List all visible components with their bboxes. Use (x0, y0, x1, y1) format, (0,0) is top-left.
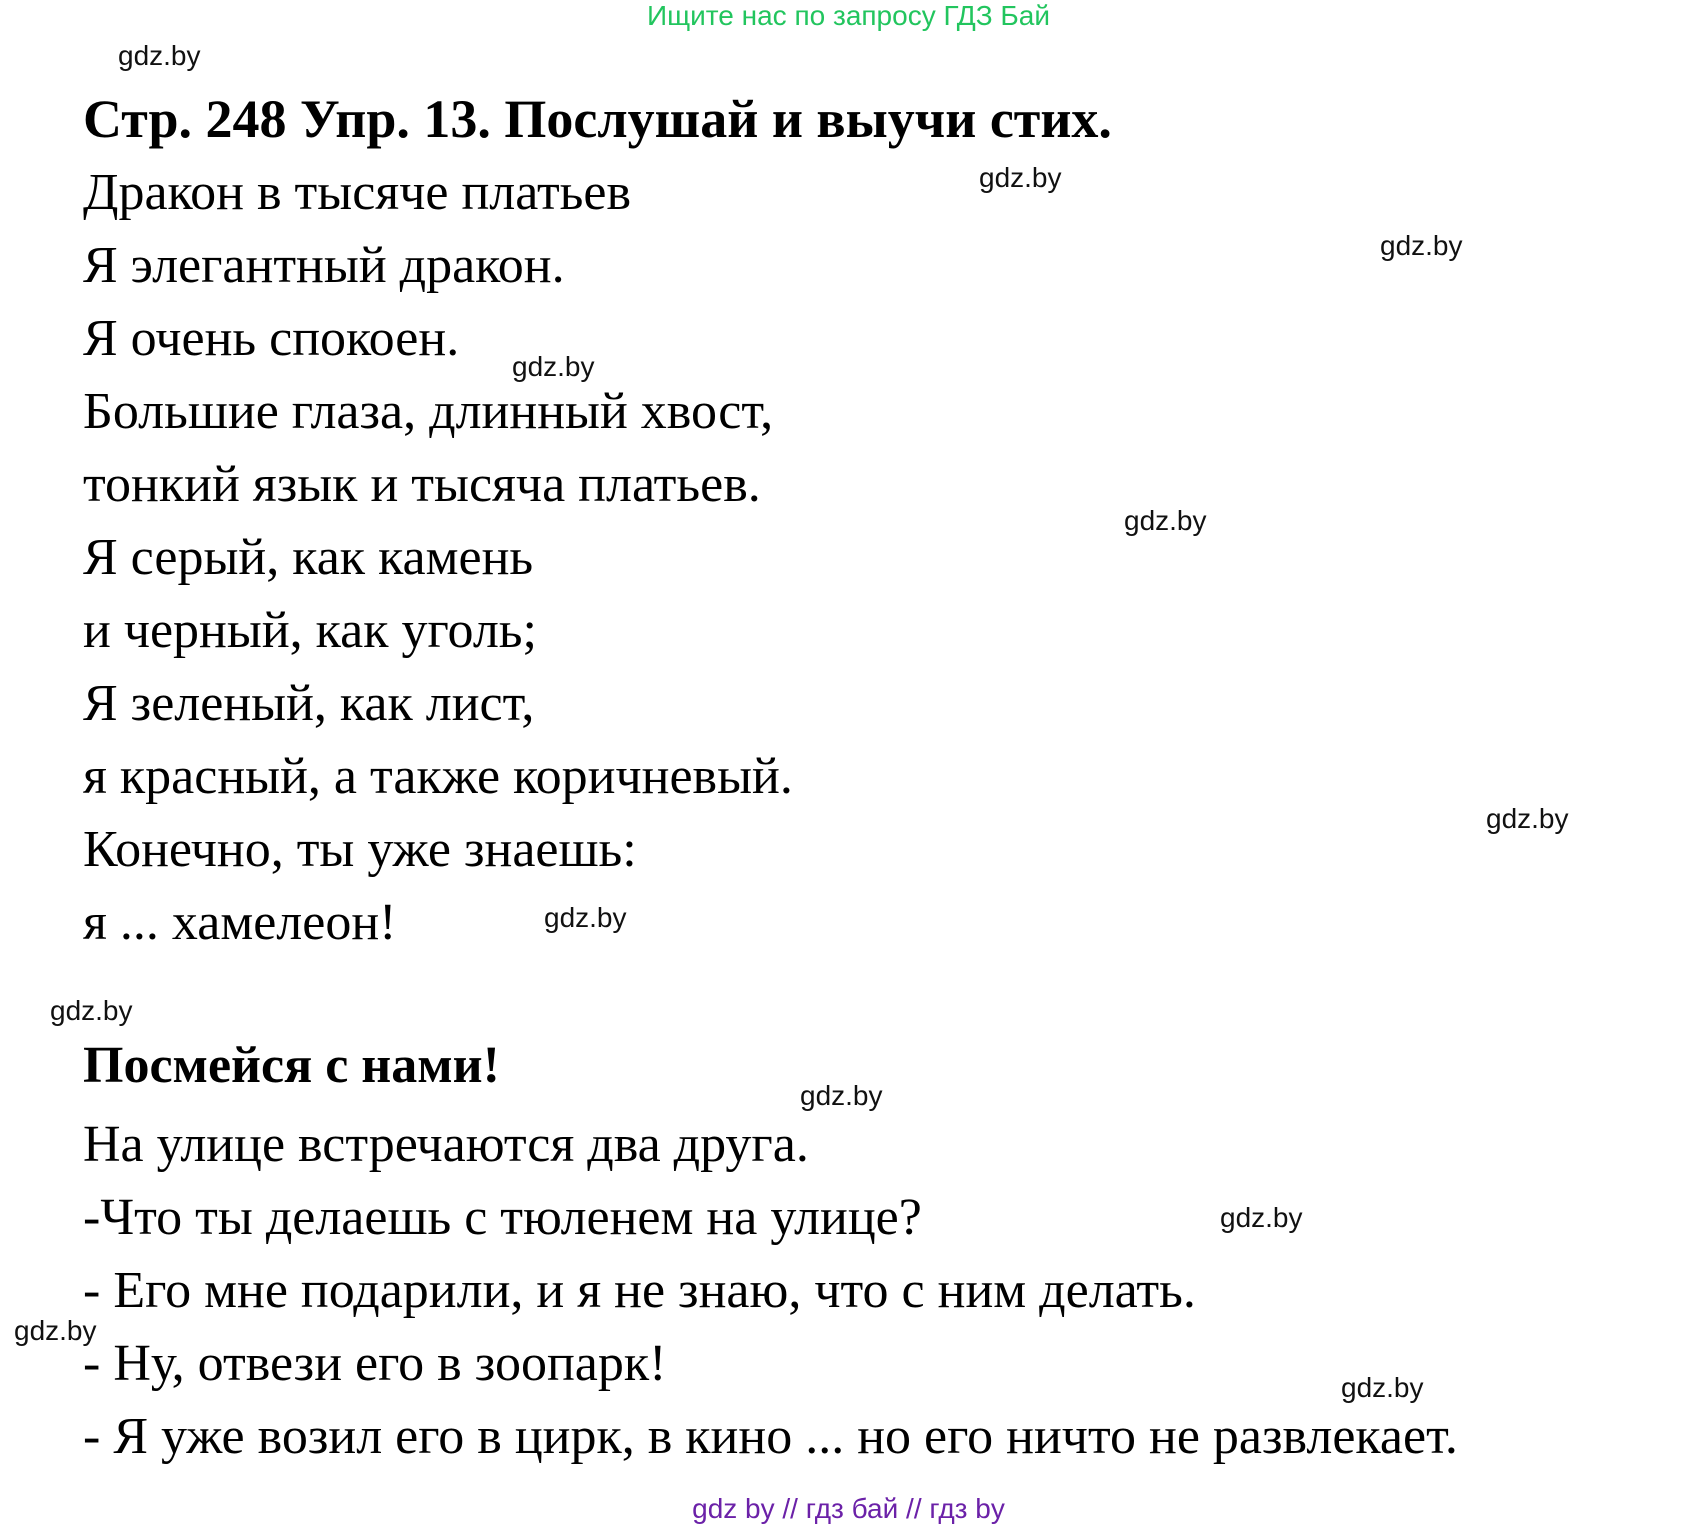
watermark: gdz.by (800, 1080, 883, 1111)
watermark: gdz.by (544, 902, 627, 933)
watermark: gdz.by (118, 40, 201, 71)
watermark: gdz.by (1341, 1372, 1424, 1403)
exercise-title: Стр. 248 Упр. 13. Послушай и выучи стих. (83, 89, 1112, 149)
watermark: gdz.by (50, 995, 133, 1026)
watermark: gdz.by (979, 162, 1062, 193)
poem-line: Я зеленый, как лист, (83, 675, 535, 732)
joke-line: На улице встречаются два друга. (83, 1116, 809, 1173)
joke-line: - Я уже возил его в цирк, в кино ... но его ничто не развлекает. (83, 1408, 1458, 1465)
joke-line: -Что ты делаешь с тюленем на улице? (83, 1189, 922, 1246)
watermark: gdz.by (1380, 230, 1463, 261)
poem-line: я ... хамелеон! (83, 894, 397, 951)
joke-line: - Его мне подарили, и я не знаю, что с ним делать. (83, 1262, 1196, 1319)
poem-line: Большие глаза, длинный хвост, (83, 383, 774, 440)
watermark: gdz.by (1124, 505, 1207, 536)
poem-line: Я элегантный дракон. (83, 237, 565, 294)
joke-text (83, 1108, 1458, 1473)
poem-line: и черный, как уголь; (83, 602, 537, 659)
watermark: gdz.by (512, 351, 595, 382)
watermark: gdz.by (1486, 803, 1569, 834)
header-banner: Ищите нас по запросу ГДЗ Бай (646, 0, 1051, 31)
poem (83, 156, 793, 959)
poem-line: Я очень спокоен. (83, 310, 460, 367)
poem-line: тонкий язык и тысяча платьев. (83, 456, 761, 513)
watermark: gdz.by (14, 1315, 97, 1346)
watermark: gdz.by (1220, 1202, 1303, 1233)
poem-line: Я серый, как камень (83, 529, 534, 586)
footer-banner: gdz by // гдз бай // гдз by (692, 1493, 1005, 1524)
joke-line: - Ну, отвези его в зоопарк! (83, 1335, 667, 1392)
poem-line: Конечно, ты уже знаешь: (83, 821, 637, 878)
poem-line: я красный, а также коричневый. (83, 748, 793, 805)
poem-line: Дракон в тысяче платьев (83, 164, 632, 221)
humor-title: Посмейся с нами! (83, 1037, 500, 1094)
